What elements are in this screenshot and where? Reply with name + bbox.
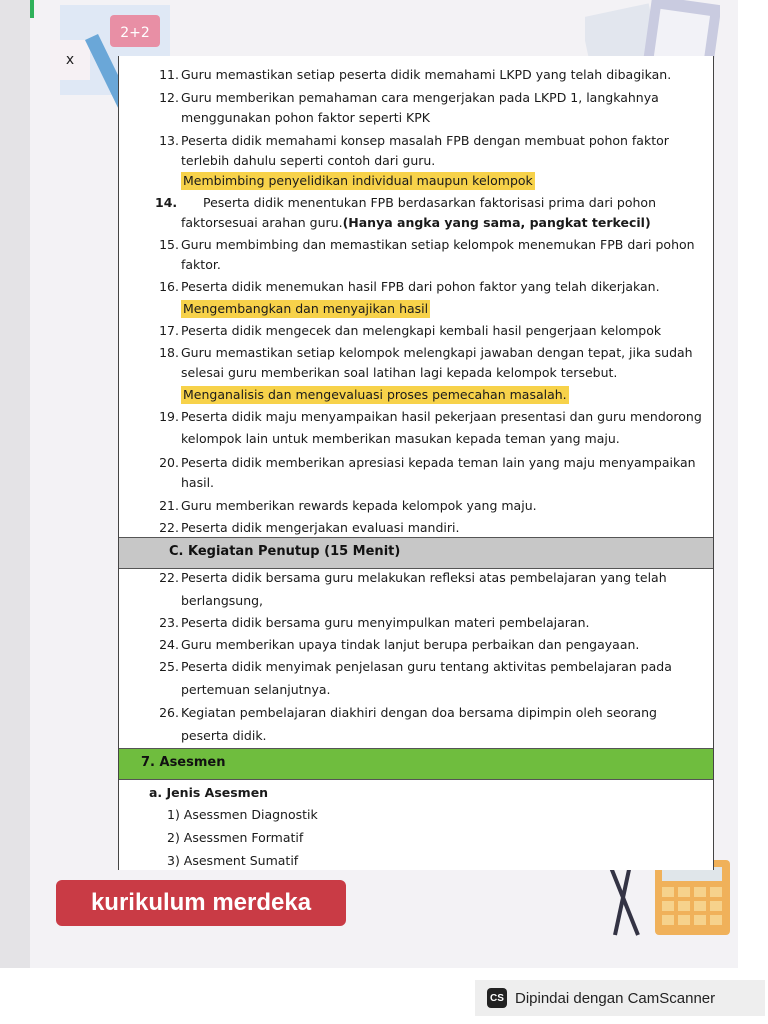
kurikulum-merdeka-badge: kurikulum merdeka: [56, 880, 346, 926]
section-header-penutup: C. Kegiatan Penutup (15 Menit): [119, 537, 713, 569]
x-mark-label: x: [65, 52, 75, 68]
camscanner-watermark: [475, 980, 765, 1016]
camscanner-text: Dipindai dengan CamScanner: [515, 989, 716, 1007]
math-tile-label: 2+2: [120, 25, 150, 41]
camscanner-icon: CS: [487, 988, 507, 1008]
page-edge: [0, 0, 30, 968]
lesson-plan-table: 11. Guru memastikan setiap peserta didik memahami LKPD yang telah dibagikan. 12. Guru memberikan pemahaman cara mengerjakan pada LKPD 1, langkahnya menggunakan pohon faktor seperti KPK 13. Peserta didik memahami konsep masalah FPB dengan membuat pohon faktor terlebih dahulu seperti contoh dari guru. Membimbing penyelidikan individual maupun kelompok 14. Peserta didik menentukan FPB berdasarkan faktorisasi prima dari pohon faktorsesuai arahan guru.(Hanya angka yang sama, pangkat terkecil) 15. Guru membimbing dan memastikan setiap kelompok menemukan FPB dari pohon faktor. 16. Peserta didik menemukan hasil FPB dari pohon faktor yang telah dikerjakan. Mengembangkan dan menyajikan hasil 17. Peserta didik mengecek dan melengkapi kembali hasil pengerjaan kelompok 18. Guru memastikan setiap kelompok melengkapi jawaban dengan tepat, jika sudah selesai guru memberikan soal latihan lagi kepada kelompok tersebut. Menganalisis dan mengevaluasi proses pemecahan masalah. 19. Peserta didik maju menyampaikan hasil pekerjaan presentasi dan guru mendorong kelompok lain untuk memberikan masukan kepada teman yang maju. 20. Peserta didik memberikan apresiasi kepada teman lain yang maju menyampaikan hasil. 21. Guru memberikan rewards kepada kelompok yang maju. 22. Peserta didik mengerjakan evaluasi mandiri. C. Kegiatan Penutup (15 Menit) 22. Peserta didik bersama guru melakukan refleksi atas pembelajaran yang telah berlangsung, 23. Peserta didik bersama guru menyimpulkan materi pembelajaran. 24. Guru memberikan upaya tindak lanjut berupa perbaikan dan pengayaan. 25. Peserta didik menyimak penjelasan guru tentang aktivitas pembelajaran pada pertemuan selanjutnya. 26. Kegiatan pembelajaran diakhiri dengan doa bersama dipimpin oleh seorang peserta didik. 7. Asesmen a. Jenis Asesmen 1) Asessmen Diagnostik 2) Asessmen Formatif 3) Asesment Sumatif: [118, 56, 714, 870]
section-header-asesmen: 7. Asesmen: [119, 748, 713, 780]
green-tab: [30, 0, 34, 18]
